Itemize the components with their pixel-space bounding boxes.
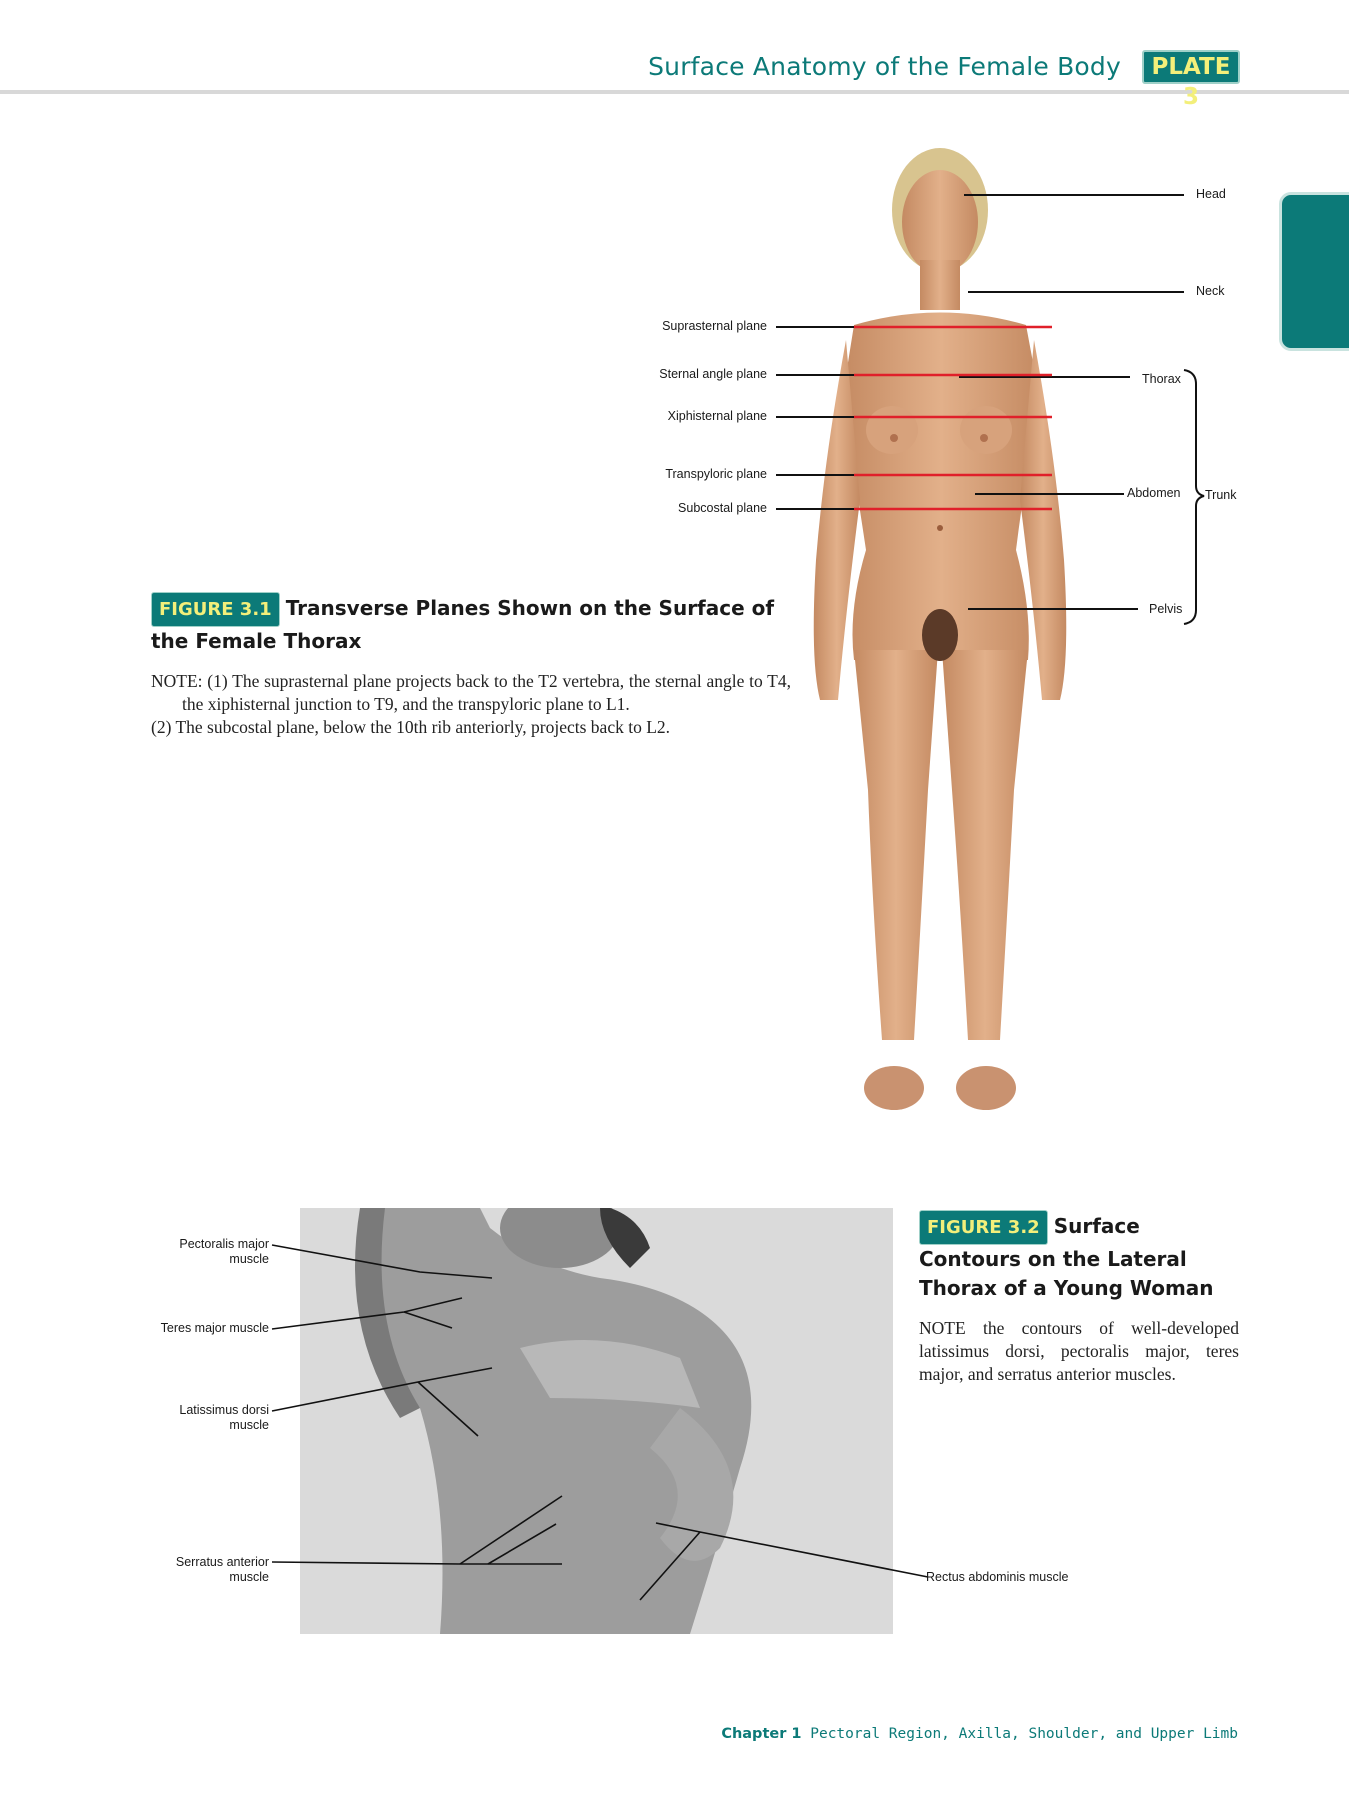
figure-3-2-badge: FIGURE 3.2 — [919, 1210, 1048, 1245]
label-suprasternal-plane: Suprasternal plane — [662, 319, 767, 333]
label-neck: Neck — [1196, 284, 1225, 298]
figure-3-1-heading — [151, 592, 791, 656]
label-pectoralis-line1: Pectoralis major — [179, 1237, 269, 1251]
label-latissimus-line1: Latissimus dorsi — [179, 1403, 269, 1417]
label-abdomen: Abdomen — [1127, 486, 1181, 500]
figure-3-1-title: Transverse Planes Shown on the Surface of the Female Thorax — [151, 596, 775, 653]
figure-3-2-note: NOTE the contours of well-developed latissimus dorsi, pectoralis major, teres major, and serratus anterior muscles. — [919, 1318, 1239, 1384]
label-serratus-line1: Serratus anterior — [175, 1555, 269, 1569]
lateral-thorax-photo — [300, 1208, 893, 1634]
figure-3-2-title: Surface Contours on the Lateral Thorax of a Young Woman — [919, 1214, 1214, 1300]
label-latissimus-dorsi — [179, 1403, 269, 1433]
label-head: Head — [1196, 187, 1226, 201]
label-trunk: Trunk — [1205, 488, 1237, 502]
label-pectoralis-line2: muscle — [229, 1252, 269, 1266]
female-body-photo — [794, 140, 1084, 1125]
label-teres-major: Teres major muscle — [160, 1321, 269, 1335]
header-title: Surface Anatomy of the Female Body — [648, 52, 1121, 81]
page-footer — [721, 1726, 1238, 1742]
label-serratus-line2: muscle — [229, 1570, 269, 1584]
label-pelvis: Pelvis — [1149, 602, 1183, 616]
trunk-brace — [1184, 370, 1204, 624]
label-pectoralis-major — [179, 1237, 269, 1267]
label-transpyloric-plane: Transpyloric plane — [665, 467, 767, 481]
label-xiphisternal-plane: Xiphisternal plane — [667, 409, 767, 423]
label-thorax: Thorax — [1142, 372, 1181, 386]
figure-3-1-note-2: (2) The subcostal plane, below the 10th rib anteriorly, projects back to L2. — [151, 717, 671, 737]
label-subcostal-plane: Subcostal plane — [678, 501, 767, 515]
figure-3-1-note-1: NOTE: (1) The suprasternal plane projects back to the T2 vertebra, the sternal angle to T4, the xiphisternal junction to T9, and the transpyloric plane to L1. — [151, 671, 791, 714]
label-sternal-angle-plane: Sternal angle plane — [659, 367, 767, 381]
figure-3-2-heading — [919, 1210, 1239, 1303]
label-rectus-abdominis: Rectus abdominis muscle — [926, 1570, 1069, 1584]
figure-3-1-note — [151, 670, 791, 739]
footer-section: Pectoral Region, Axilla, Shoulder, and Upper Limb — [810, 1726, 1238, 1742]
figure-3-1-badge: FIGURE 3.1 — [151, 592, 280, 627]
figure-3-2-caption — [919, 1210, 1239, 1386]
label-latissimus-line2: muscle — [229, 1418, 269, 1432]
chapter-side-tab — [1279, 192, 1349, 351]
footer-chapter: Chapter 1 — [721, 1726, 802, 1742]
label-serratus-anterior — [176, 1555, 269, 1585]
plate-badge: PLATE 3 — [1142, 50, 1240, 84]
lateral-thorax-drawing — [300, 1208, 893, 1634]
figure-3-1-caption — [151, 592, 791, 739]
